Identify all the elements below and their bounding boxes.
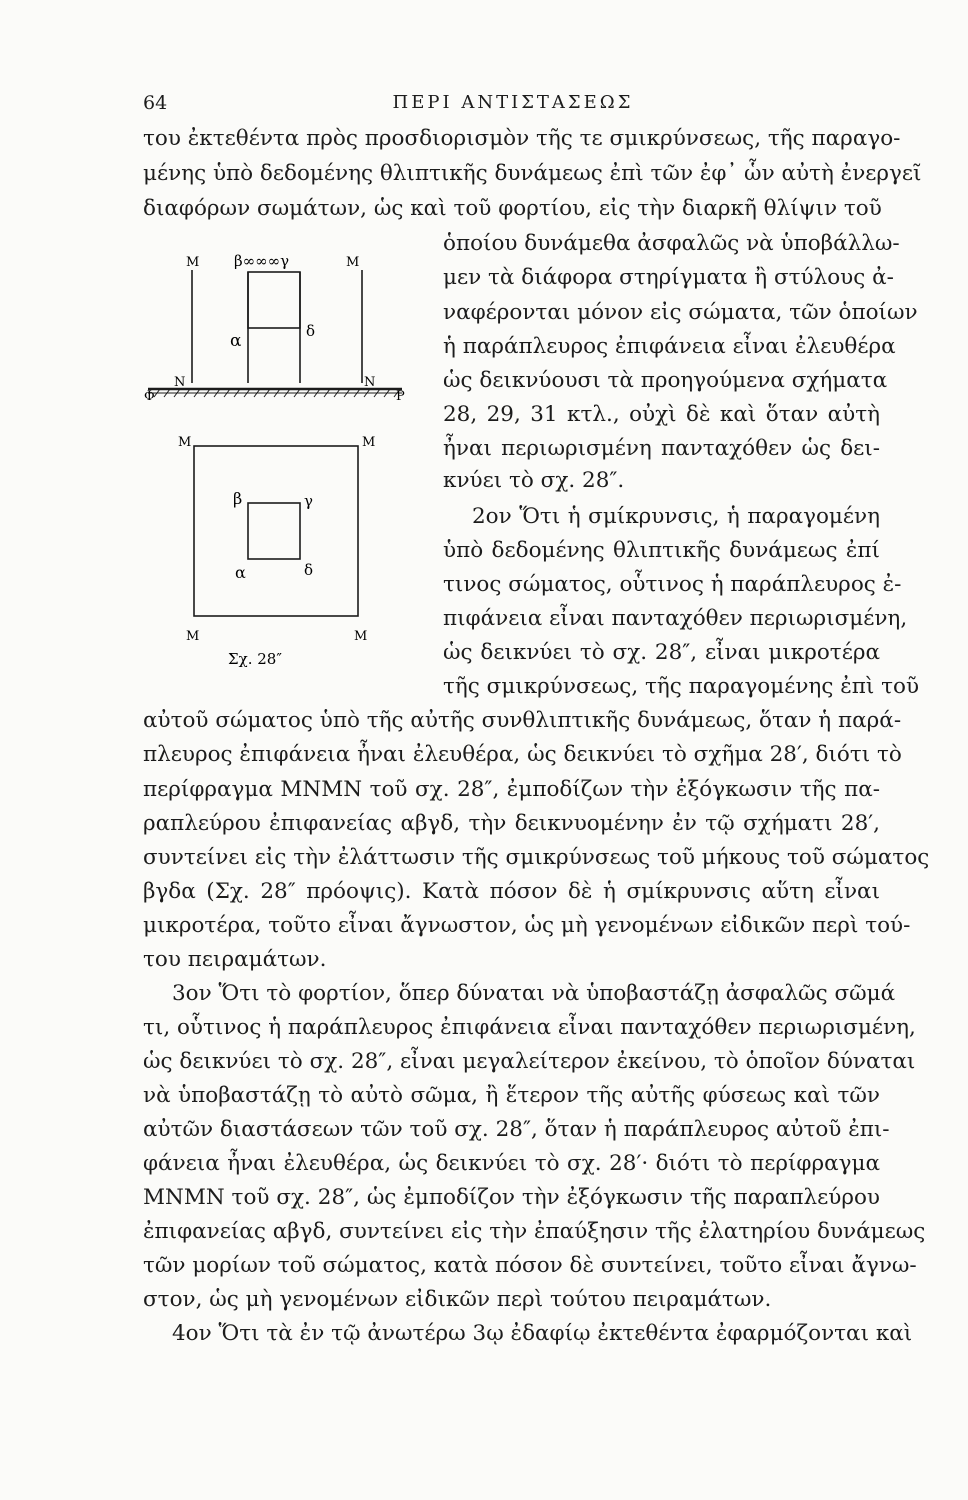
text-line: συντείνει εἰς τὴν ἐλάττωσιν τῆς σμικρύνσεως τοῦ μήκους τοῦ σώματος [143, 845, 930, 870]
text-line: μικροτέρα, τοῦτο εἶναι ἄγνωστον, ὡς μὴ γενομένων εἰδικῶν περὶ τού- [143, 913, 911, 938]
text-line: βγδα (Σχ. 28″ πρόοψις). Κατὰ πόσον δὲ ἡ σμίκρυνσις αὕτη εἶναι [143, 879, 880, 904]
running-title: ΠΕΡΙ ΑΝΤΙΣΤΑΣΕΩΣ [392, 92, 634, 113]
text-line: ὑπὸ δεδομένης θλιπτικῆς δυνάμεως ἐπί [443, 538, 880, 563]
fig-label-alpha: α [235, 563, 246, 582]
fig-label-P: P [396, 389, 405, 404]
text-line: πλευρος ἐπιφάνεια ἦναι ἐλευθέρα, ὡς δεικνύει τὸ σχῆμα 28′, διότι τὸ [143, 742, 902, 767]
fig-label-N-right: N [364, 375, 376, 390]
fig-label-M-top-right: M [346, 255, 360, 270]
fig-label-top-block: β∞∞∞γ [234, 252, 290, 270]
text-line: αὐτοῦ σώματος ὑπὸ τῆς αὐτῆς συνθλιπτικῆς δυνάμεως, ὅταν ἡ παρά- [143, 708, 902, 733]
text-line: φάνεια ἦναι ἐλευθέρα, ὡς δεικνύει τὸ σχ. 28′· διότι τὸ περίφραγμα [143, 1151, 880, 1176]
text-line: 2ον Ὅτι ἡ σμίκρυνσις, ἡ παραγομένη [472, 504, 880, 529]
fig-label-M-plan-bl: M [186, 629, 200, 644]
text-line: αὐτῶν διαστάσεων τῶν τοῦ σχ. 28″, ὅταν ἡ παράπλευρος αὐτοῦ ἐπι- [143, 1117, 890, 1142]
text-line: τῶν μορίων τοῦ σώματος, κατὰ πόσον δὲ συντείνει, τοῦτο εἶναι ἄγνω- [143, 1253, 917, 1278]
text-line: στον, ὡς μὴ γενομένων εἰδικῶν περὶ τούτου πειραμάτων. [143, 1287, 772, 1312]
text-line: τι, οὗτινος ἡ παράπλευρος ἐπιφάνεια εἶναι πανταχόθεν περιωρισμένη, [143, 1015, 916, 1040]
text-line: 3ον Ὅτι τὸ φορτίον, ὅπερ δύναται νὰ ὑποβαστάζῃ ἀσφαλῶς σῶμά [172, 981, 896, 1006]
text-line: περίφραγμα MNMN τοῦ σχ. 28″, ἐμποδίζων τὴν ἐξόγκωσιν τῆς πα- [143, 777, 880, 802]
text-line: νὰ ὑποβαστάζῃ τὸ αὐτὸ σῶμα, ἢ ἕτερον τῆς αὐτῆς φύσεως καὶ τῶν [143, 1083, 880, 1108]
fig-label-delta-top: δ [306, 322, 316, 340]
text-line: ναφέρονται μόνον εἰς σώματα, τῶν ὁποίων [443, 300, 918, 325]
fig-label-beta: β [233, 489, 243, 508]
text-line: πιφάνεια εἶναι πανταχόθεν περιωρισμένη, [443, 606, 908, 631]
figure-28 [140, 248, 440, 668]
fig-label-gamma: γ [304, 492, 313, 510]
text-line: τῆς σμικρύνσεως, τῆς παραγομένης ἐπὶ τοῦ [443, 674, 920, 699]
fig-label-M-plan-tr: M [362, 435, 376, 450]
text-line: 4ον Ὅτι τὰ ἐν τῷ ἀνωτέρω 3ῳ ἐδαφίῳ ἐκτεθέντα ἐφαρμόζονται καὶ [172, 1321, 913, 1346]
text-line: ὡς δεικνύει τὸ σχ. 28″, εἶναι μικροτέρα [443, 640, 880, 665]
text-line: ἡ παράπλευρος ἐπιφάνεια εἶναι ἐλευθέρα [443, 334, 896, 359]
fig-label-phi: Φ [144, 389, 155, 404]
text-line: μένης ὑπὸ δεδομένης θλιπτικῆς δυνάμεως ἐπὶ τῶν ἐφ᾽ ὧν αὐτὴ ἐνεργεῖ [143, 161, 922, 186]
text-line: τινος σώματος, οὗτινος ἡ παράπλευρος ἐ- [443, 572, 902, 597]
text-line: διαφόρων σωμάτων, ὡς καὶ τοῦ φορτίου, εἰς τὴν διαρκῆ θλίψιν τοῦ [143, 196, 882, 221]
fig-label-delta: δ [304, 561, 314, 579]
figure-caption: Σχ. 28″ [228, 650, 282, 668]
fig-label-alpha-top: α [230, 331, 242, 351]
page-header [143, 92, 883, 122]
plan-view [194, 446, 358, 616]
fig-label-M-top-left: M [186, 255, 200, 270]
fig-label-N-left: N [174, 375, 186, 390]
text-line: ὡς δεικνύουσι τὰ προηγούμενα σχήματα [443, 368, 888, 393]
fig-label-M-plan-tl: M [178, 435, 192, 450]
text-line: ὡς δεικνύει τὸ σχ. 28″, εἶναι μεγαλείτερον ἐκείνου, τὸ ὁποῖον δύναται [143, 1049, 916, 1074]
text-line: ραπλεύρου ἐπιφανείας αβγδ, τὴν δεικνυομένην ἐν τῷ σχήματι 28′, [143, 811, 880, 836]
text-line: κνύει τὸ σχ. 28″. [443, 468, 625, 493]
fig-label-M-plan-br: M [354, 629, 368, 644]
page-number: 64 [143, 92, 168, 114]
text-line: ὁποίου δυνάμεθα ἀσφαλῶς νὰ ὑποβάλλω- [443, 231, 900, 256]
text-line: ἐπιφανείας αβγδ, συντείνει εἰς τὴν ἐπαύξησιν τῆς ἐλατηρίου δυνάμεως [143, 1219, 926, 1244]
text-line: 28, 29, 31 κτλ., οὐχὶ δὲ καὶ ὅταν αὐτὴ [443, 402, 880, 427]
text-line: του πειραμάτων. [143, 947, 327, 972]
text-line: MNMN τοῦ σχ. 28″, ὡς ἐμποδίζον τὴν ἐξόγκωσιν τῆς παραπλεύρου [143, 1185, 880, 1210]
text-line: μεν τὰ διάφορα στηρίγματα ἢ στύλους ἀ- [443, 265, 894, 290]
text-line: ἦναι περιωρισμένη πανταχόθεν ὡς δει- [443, 436, 880, 461]
text-line: του ἐκτεθέντα πρὸς προσδιορισμὸν τῆς τε σμικρύνσεως, τῆς παραγο- [143, 126, 901, 151]
